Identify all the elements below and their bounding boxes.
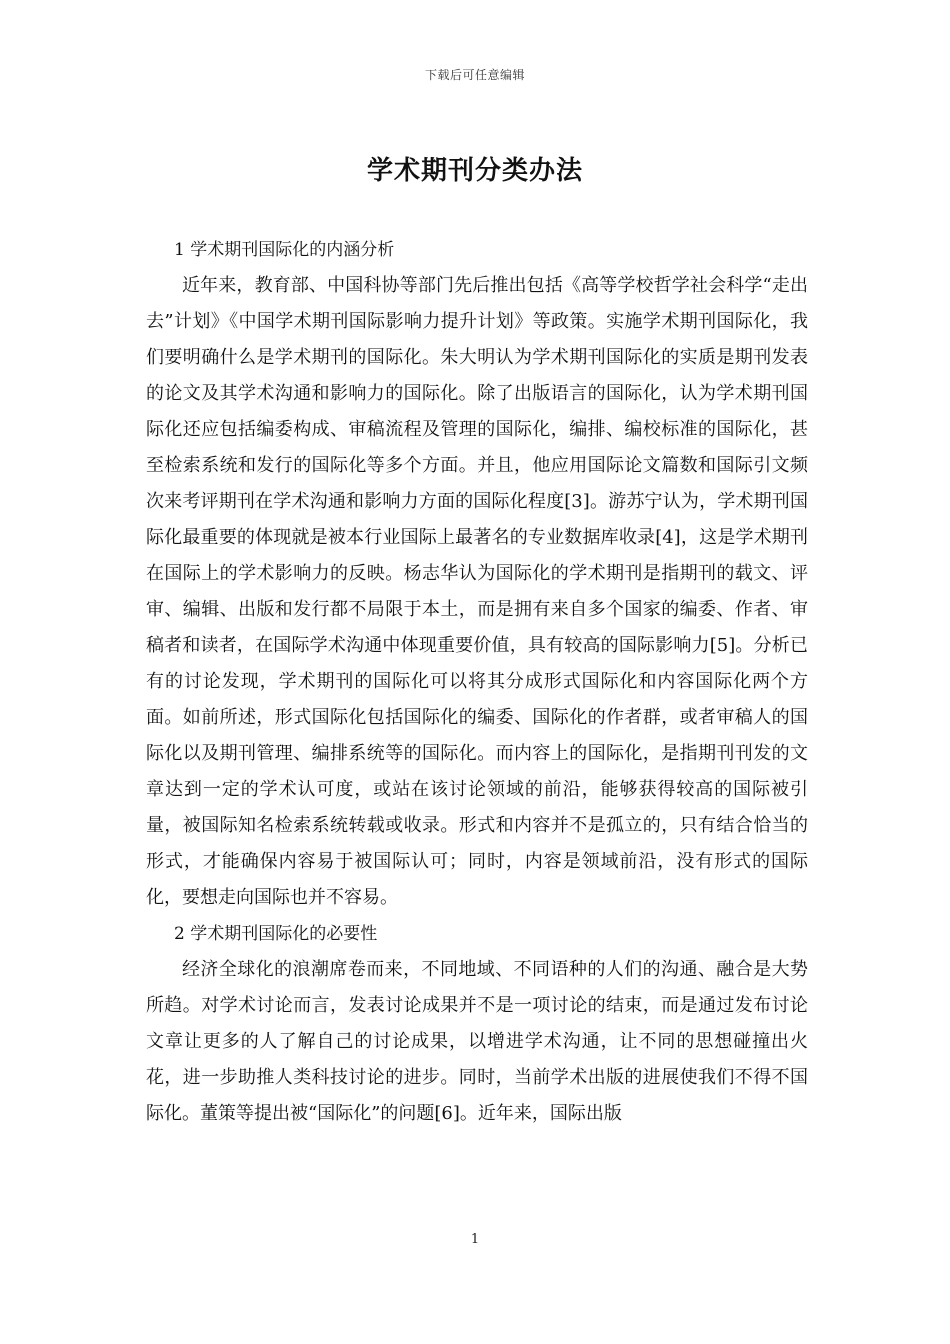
section-paragraph-1: 近年来，教育部、中国科协等部门先后推出包括《高等学校哲学社会科学“走出去”计划》《中国学术期刊国际影响力提升计划》等政策。实施学术期刊国际化，我们要明确什么是学术期刊的国际化。朱大明认为学术期刊国际化的实质是期刊发表的论文及其学术沟通和影响力的国际化。除了出版语言的国际化，认为学术期刊国际化还应包括编委构成、审稿流程及管理的国际化，编排、编校标准的国际化，甚至检索系统和发行的国际化等多个方面。并且，他应用国际论文篇数和国际引文频次来考评期刊在学术沟通和影响力方面的国际化程度[3]。游苏宁认为，学术期刊国际化最重要的体现就是被本行业国际上最著名的专业数据库收录[4]，这是学术期刊在国际上的学术影响力的反映。杨志华认为国际化的学术期刊是指期刊的载文、评审、编辑、出版和发行都不局限于本土，而是拥有来自多个国家的编委、作者、审稿者和读者，在国际学术沟通中体现重要价值，具有较高的国际影响力[5]。分析已有的讨论发现，学术期刊的国际化可以将其分成形式国际化和内容国际化两个方面。如前所述，形式国际化包括国际化的编委、国际化的作者群，或者审稿人的国际化以及期刊管理、编排系统等的国际化。而内容上的国际化，是指期刊刊发的文章达到一定的学术认可度，或站在该讨论领域的前沿，能够获得较高的国际被引量，被国际知名检索系统转载或收录。形式和内容并不是孤立的，只有结合恰当的形式，才能确保内容易于被国际认可；同时，内容是领域前沿，没有形式的国际化，要想走向国际也并不容易。 <box>146 275 808 908</box>
document-title: 学术期刊分类办法 <box>366 156 583 186</box>
header-note: 下载后可任意编辑 <box>424 68 525 82</box>
page-number: 1 <box>470 1232 480 1247</box>
document-body <box>146 232 808 1132</box>
section-paragraph-2: 经济全球化的浪潮席卷而来，不同地域、不同语种的人们的沟通、融合是大势所趋。对学术讨论而言，发表讨论成果并不是一项讨论的结束，而是通过发布讨论文章让更多的人了解自己的讨论成果，以增进学术沟通，让不同的思想碰撞出火花，进一步助推人类科技讨论的进步。同时，当前学术出版的进展使我们不得不国际化。董策等提出被“国际化”的问题[6]。近年来，国际出版 <box>146 959 808 1124</box>
section-heading-1: 1 学术期刊国际化的内涵分析 <box>174 240 395 260</box>
section-heading-2: 2 学术期刊国际化的必要性 <box>174 924 378 944</box>
